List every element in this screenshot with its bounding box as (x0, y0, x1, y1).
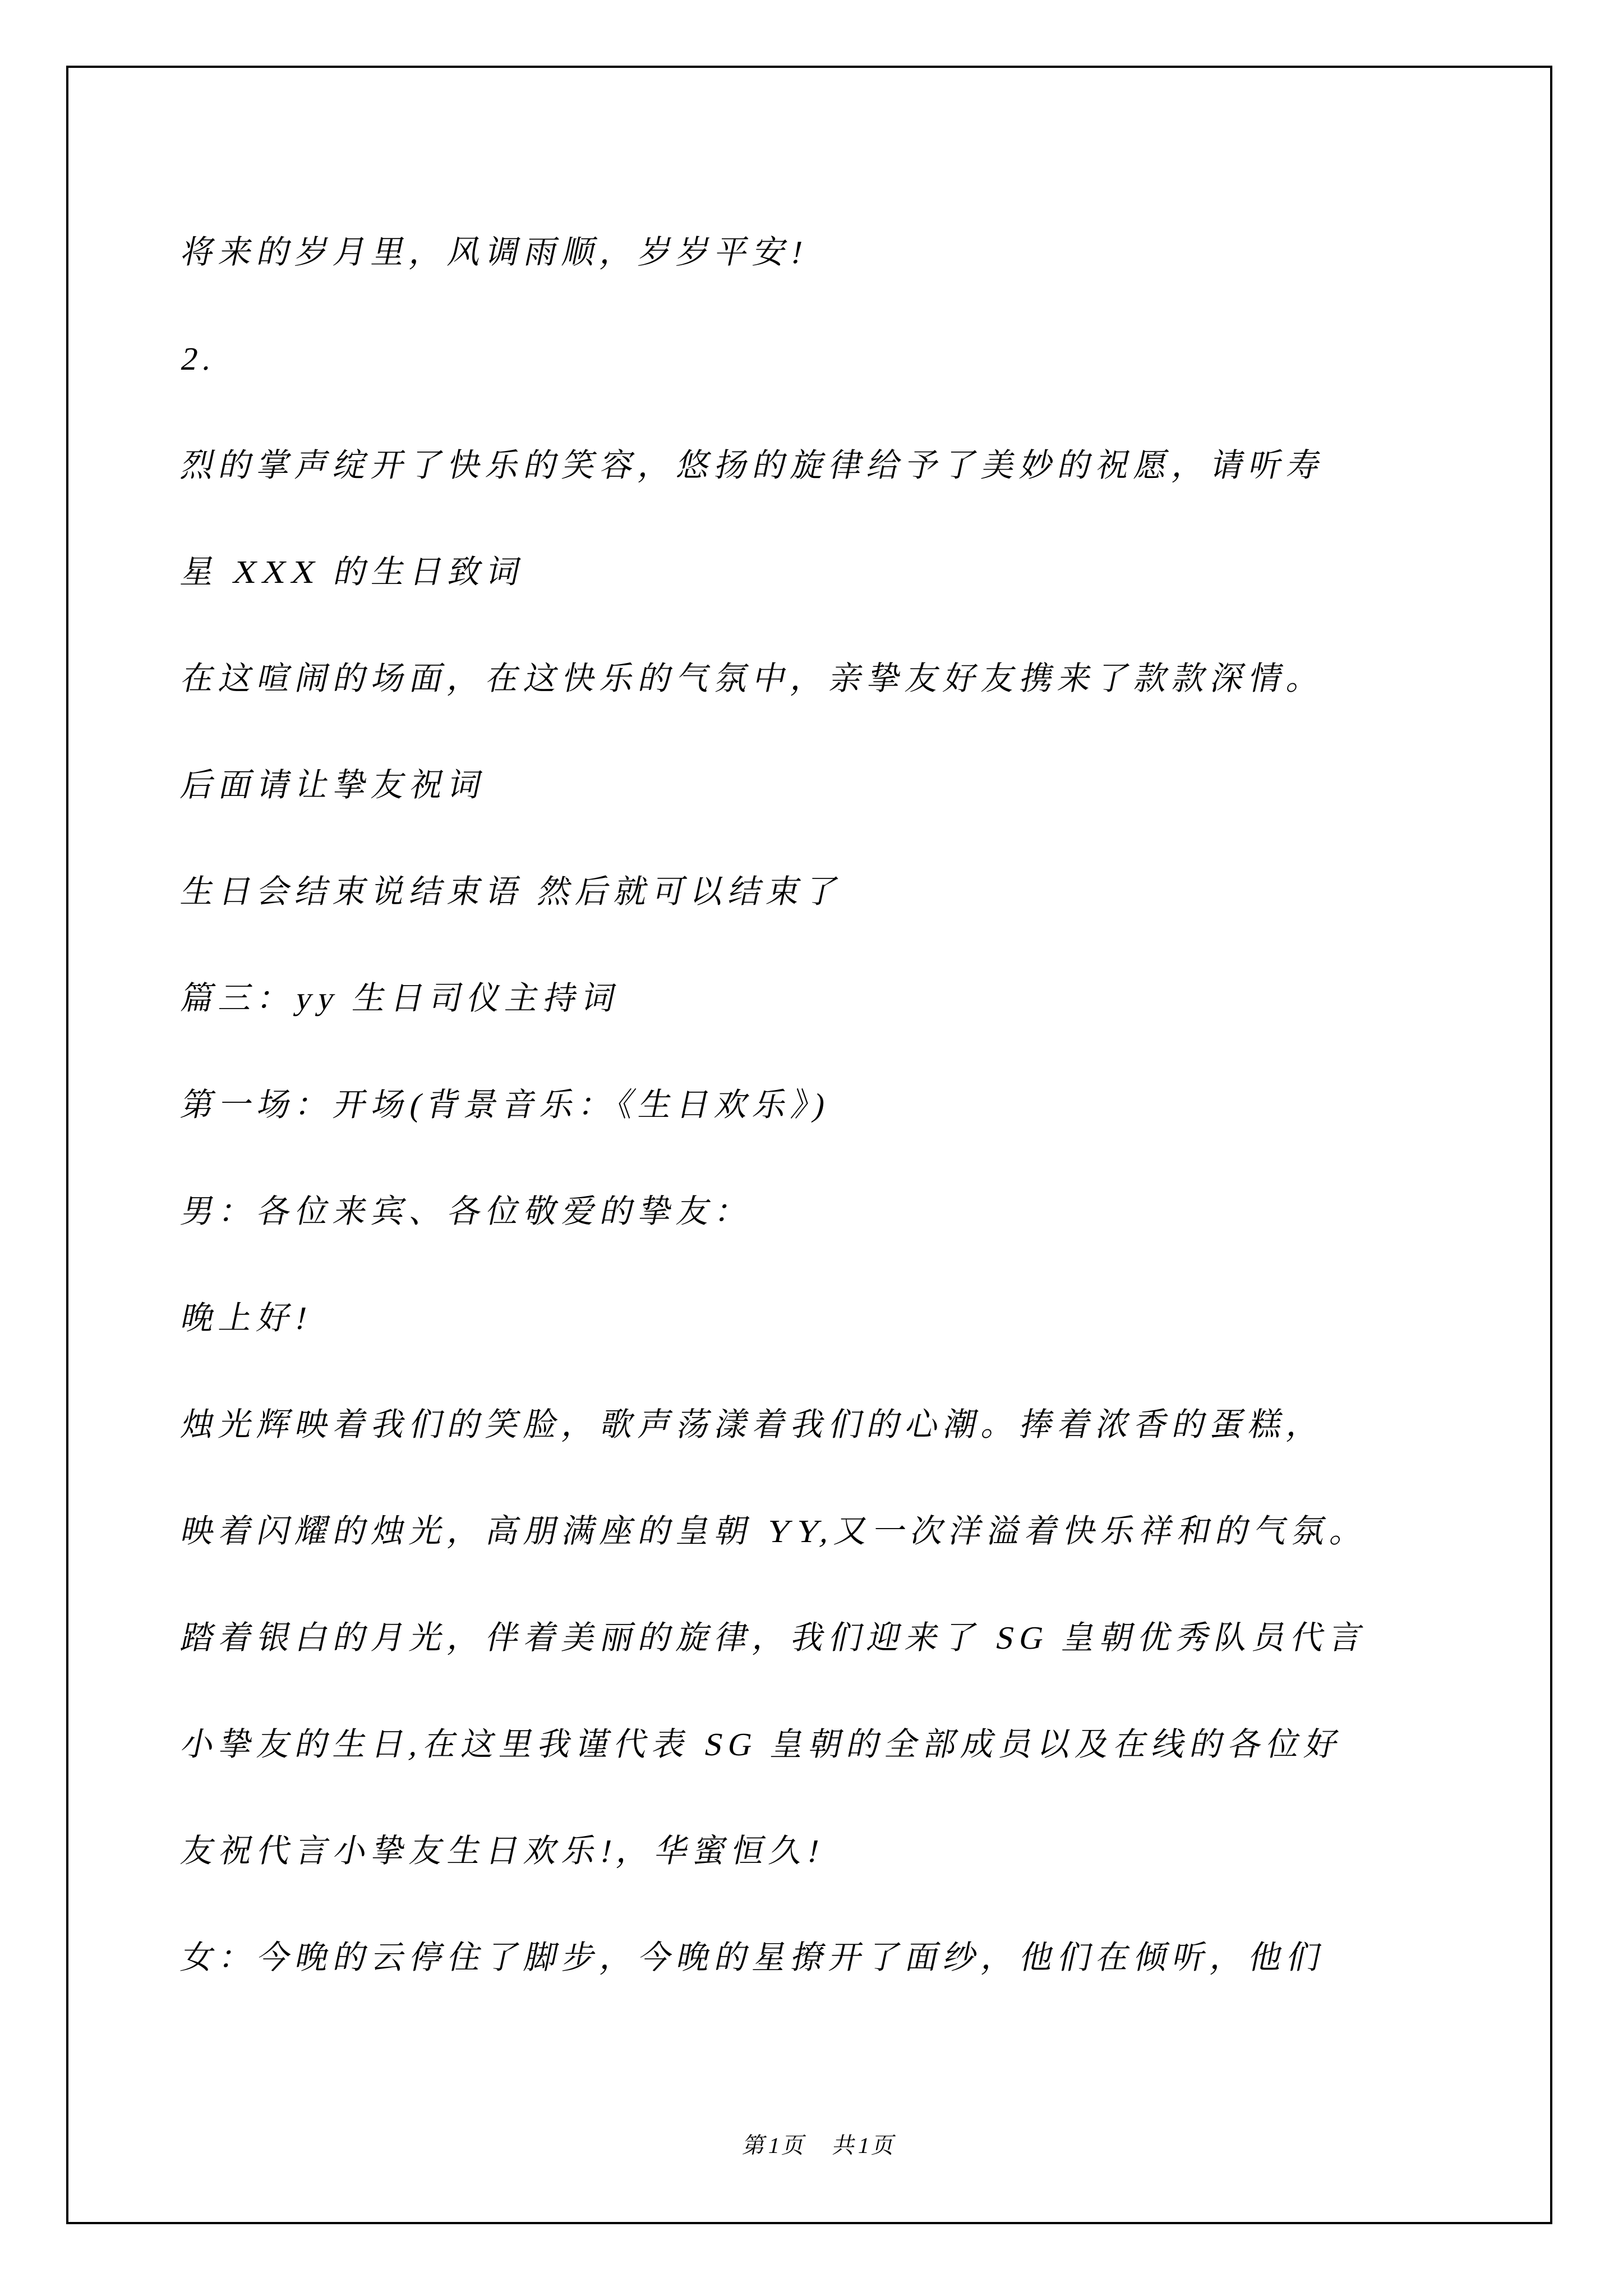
document-body (174, 199, 1460, 2011)
document-line (174, 1265, 1460, 1372)
line-text: 男：各位来宾、各位敬爱的挚友： (178, 1193, 758, 1230)
document-line (174, 1372, 1460, 1478)
page-footer (174, 2125, 1460, 2166)
document-line (174, 306, 1460, 412)
line-text: 友祝代言小挚友生日欢乐!，华蜜恒久! (178, 1833, 829, 1869)
line-text: 第一场：开场(背景音乐：《生日欢乐》) (178, 1087, 834, 1123)
document-line (174, 1691, 1460, 1798)
line-text: 映着闪耀的烛光，高朋满座的皇朝 YY,又一次洋溢着快乐祥和的气氛。 (178, 1513, 1373, 1549)
page-number-label: 第1页 共1页 (740, 2133, 900, 2158)
line-text: 2. (178, 341, 222, 377)
line-text: 小挚友的生日,在这里我谨代表 SG 皇朝的全部成员以及在线的各位好 (178, 1726, 1348, 1763)
document-line (174, 1158, 1460, 1265)
document-line (174, 1052, 1460, 1158)
document-line (174, 1798, 1460, 1904)
document-line (174, 732, 1460, 839)
line-text: 星 XXX 的生日致词 (178, 554, 529, 590)
document-line (174, 519, 1460, 625)
line-text: 女：今晚的云停住了脚步，今晚的星撩开了面纱，他们在倾听，他们 (178, 1939, 1330, 1976)
line-text: 烈的掌声绽开了快乐的笑容，悠扬的旋律给予了美妙的祝愿，请听寿 (178, 447, 1330, 484)
document-line (174, 1904, 1460, 2011)
document-line (174, 412, 1460, 519)
document-line (174, 1478, 1460, 1585)
document-line (174, 1585, 1460, 1691)
line-text: 篇三：yy 生日司仪主持词 (178, 980, 625, 1016)
document-line (174, 839, 1460, 945)
line-text: 后面请让挚友祝词 (178, 767, 491, 803)
line-text: 晚上好! (178, 1300, 317, 1336)
line-text: 将来的岁月里，风调雨顺，岁岁平安! (178, 234, 813, 270)
line-text: 在这喧闹的场面，在这快乐的气氛中，亲挚友好友携来了款款深情。 (178, 660, 1330, 697)
line-text: 生日会结束说结束语 然后就可以结束了 (178, 873, 848, 910)
document-line (174, 625, 1460, 732)
line-text: 踏着银白的月光，伴着美丽的旋律，我们迎来了 SG 皇朝优秀队员代言 (178, 1619, 1372, 1656)
document-line (174, 945, 1460, 1052)
document-line (174, 199, 1460, 306)
line-text: 烛光辉映着我们的笑脸，歌声荡漾着我们的心潮。捧着浓香的蛋糕， (178, 1406, 1330, 1443)
